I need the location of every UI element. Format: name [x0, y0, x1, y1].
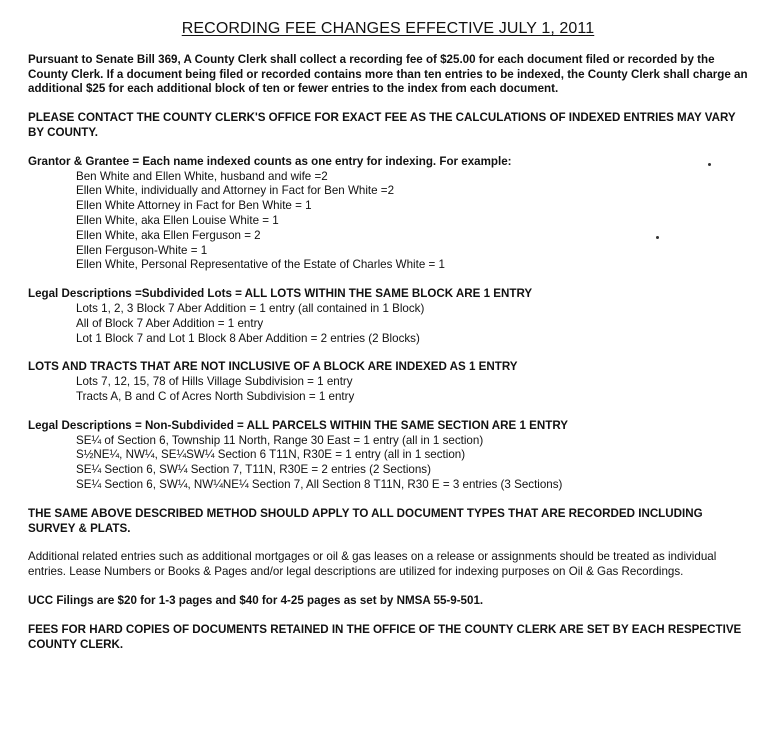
non-subdivided-examples — [28, 434, 748, 493]
non-subdivided-heading: Legal Descriptions = Non-Subdivided = ALL PARCELS WITHIN THE SAME SECTION ARE 1 ENTRY — [28, 418, 569, 432]
list-item: Lots 7, 12, 15, 78 of Hills Village Subdivision = 1 entry — [76, 375, 353, 389]
lots-tracts-heading: LOTS AND TRACTS THAT ARE NOT INCLUSIVE OF A BLOCK ARE INDEXED AS 1 ENTRY — [28, 360, 518, 374]
list-item: Ellen White, Personal Representative of the Estate of Charles White = 1 — [76, 258, 445, 272]
lots-tracts-examples — [28, 375, 748, 405]
scan-speck — [656, 236, 659, 239]
list-item: SE¼ Section 6, SW¼, NW¼NE¼ Section 7, All Section 8 T11N, R30 E = 3 entries (3 Sections) — [76, 477, 563, 491]
list-item: Ellen Ferguson-White = 1 — [76, 243, 208, 257]
subdivided-heading: Legal Descriptions =Subdivided Lots = ALL LOTS WITHIN THE SAME BLOCK ARE 1 ENTRY — [28, 287, 533, 301]
list-item: Ellen White, aka Ellen Louise White = 1 — [76, 213, 279, 227]
list-item: SE¼ Section 6, SW¼ Section 7, T11N, R30E = 2 entries (2 Sections) — [76, 463, 431, 477]
additional-entries-paragraph: Additional related entries such as additional mortgages or oil & gas leases on a release or assignments should be treated as individual entries. Lease Numbers or Books & Pages and/or legal descriptions are utilized for indexing purposes on Oil & Gas Recordings. — [28, 550, 717, 579]
intro-paragraph: Pursuant to Senate Bill 369, A County Clerk shall collect a recording fee of $25.00 for each document filed or recorded by the County Clerk. If a document being filed or recorded contains more than ten entries to be indexed, the County Clerk shall charge an additional $25 for each additional block of ten or fewer entries to the index from each document. — [28, 52, 748, 96]
list-item: Ben White and Ellen White, husband and wife =2 — [76, 169, 328, 183]
contact-notice: PLEASE CONTACT THE COUNTY CLERK'S OFFICE FOR EXACT FEE AS THE CALCULATIONS OF INDEXED ENTRIES MAY VARY BY COUNTY. — [28, 111, 736, 139]
list-item: S½NE¼, NW¼, SE¼SW¼ Section 6 T11N, R30E = 1 entry (all in 1 section) — [76, 448, 466, 462]
scan-speck — [708, 163, 711, 166]
list-item: Ellen White Attorney in Fact for Ben White = 1 — [76, 199, 312, 213]
ucc-filings-note: UCC Filings are $20 for 1-3 pages and $40 for 4-25 pages as set by NMSA 55-9-501. — [28, 593, 484, 607]
list-item: Lot 1 Block 7 and Lot 1 Block 8 Aber Addition = 2 entries (2 Blocks) — [76, 331, 420, 345]
same-method-notice: THE SAME ABOVE DESCRIBED METHOD SHOULD APPLY TO ALL DOCUMENT TYPES THAT ARE RECORDED INCLUDING SURVEY & PLATS. — [28, 506, 703, 535]
list-item: Lots 1, 2, 3 Block 7 Aber Addition = 1 entry (all contained in 1 Block) — [76, 301, 425, 315]
grantor-heading: Grantor & Grantee = Each name indexed counts as one entry for indexing. For example: — [28, 154, 512, 168]
list-item: Ellen White, aka Ellen Ferguson = 2 — [76, 228, 261, 242]
list-item: SE¼ of Section 6, Township 11 North, Range 30 East = 1 entry (all in 1 section) — [76, 433, 484, 447]
subdivided-examples — [28, 302, 748, 346]
list-item: Tracts A, B and C of Acres North Subdivision = 1 entry — [76, 389, 355, 403]
hard-copies-notice: FEES FOR HARD COPIES OF DOCUMENTS RETAINED IN THE OFFICE OF THE COUNTY CLERK ARE SET BY EACH RESPECTIVE COUNTY CLERK. — [28, 622, 742, 651]
list-item: All of Block 7 Aber Addition = 1 entry — [76, 316, 264, 330]
list-item: Ellen White, individually and Attorney in Fact for Ben White =2 — [76, 184, 395, 198]
grantor-examples — [28, 170, 748, 274]
document-title: RECORDING FEE CHANGES EFFECTIVE JULY 1, 2011 — [181, 20, 595, 37]
